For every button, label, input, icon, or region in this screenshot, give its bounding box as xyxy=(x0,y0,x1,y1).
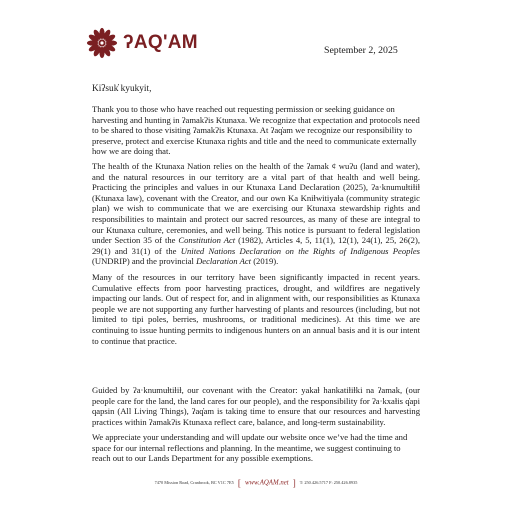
paragraph-resource-impacts: Many of the resources in our territory have been significantly impacted in recent years. Cumulative effects from poor harvesting practices, drought, and wildfires are negatively impacting our lands. Out of respect for, and in alignment with, our responsibilities as Ktunaxa people we are not supporting any further harvesting of plants and resources (including, but not limited to tipi poles, berries, mushrooms, or traditional medicines). At this time we are continuing to issue hunting permits to indigenous hunters on an annual basis and it is our intent to continue that practice. xyxy=(92,272,420,346)
constitution-act-title: Constitution Act xyxy=(178,235,236,246)
logo xyxy=(86,28,198,58)
undrip-title: United Nations Declaration on the Rights of Indigenous Peoples xyxy=(180,245,420,256)
footer-bracket-open: [ xyxy=(237,478,241,488)
paragraph-closing: We appreciate your understanding and will update our website once we’ve had the time and space for our internal reflections and planning. In the meantime, we suggest continuing to reach out to our Lands Department for any possible exemptions. xyxy=(92,432,408,464)
paragraph-text: (UNDRIP) and the provincial xyxy=(92,256,197,267)
footer-phone: T: 250.426.5717 F: 250.426.8935 xyxy=(299,479,358,485)
paragraph-text: (2019). xyxy=(251,256,279,267)
letter-date: September 2, 2025 xyxy=(324,45,398,56)
salutation: Kiʔsuk̓ kyukyit, xyxy=(92,84,152,94)
flower-logo-icon xyxy=(86,27,118,59)
footer-website-link[interactable]: www.AQAM.net xyxy=(244,479,289,487)
paragraph-text: The health of the Ktunaxa Nation relies on the health of the ʔamak ¢ wuʔu (land and water), and the natural resources in our territory are a vital part of that health and well being. Practicing the principles and values in our Ktunaxa Land Declaration (2025), ʔa·knumuⱡtiⱡiⱡ (Ktunaxa law), covenant with the Creator, and our own Ka Kniⱡwitiyaⱡa (community strategic plan) we wish to communicate that we are exercising our Ktunaxa stewardship rights and responsibilities to maintain and protect our sacred resources, as many of these are integral to our Ktunaxa culture, ceremonies, and well being. This notice is pursuant to federal legislation under Section 35 of the xyxy=(92,161,420,246)
paragraph-nation-health xyxy=(92,161,420,267)
footer xyxy=(0,478,512,488)
footer-address: 7470 Mission Road, Cranbrook, BC V1C 7E5 xyxy=(154,479,234,485)
logo-text: ʔAQ'AM xyxy=(123,32,198,53)
declaration-act-title: Declaration Act xyxy=(196,256,252,267)
paragraph-text: (1982), Articles 4, 5, 11(1), 12(1), 24(1), 25, 26(2), 29(1) and 31(1) of the xyxy=(92,235,420,256)
paragraph-request-acknowledgement: Thank you to those who have reached out requesting permission or seeking guidance on harvesting and hunting in ʔamakʔis Ktunaxa. We recognize that expectation and protocols need to be shared to those visiting ʔamakʔis Ktunaxa. At ʔaq̓am we recognize our responsibility to preserve, protect and exercise Ktunaxa rights and title and the need to communicate externally how we are doing that. xyxy=(92,104,420,157)
footer-bracket-close: ] xyxy=(292,478,296,488)
paragraph-guided-by-law: Guided by ʔa·knumuⱡtiⱡiⱡ, our covenant with the Creator: yakaⱡ hankatiⱡiⱡki na ʔamak, (our people care for the land, the land cares for our people), and the responsibility for ʔa·kxaⱡis q̓api qapsin (All Living Things), ʔaq̓am is taking time to ensure that our resources and harvesting practices within ʔamakʔis Ktunaxa reflect care, balance, and long-term sustainability. xyxy=(92,385,420,427)
